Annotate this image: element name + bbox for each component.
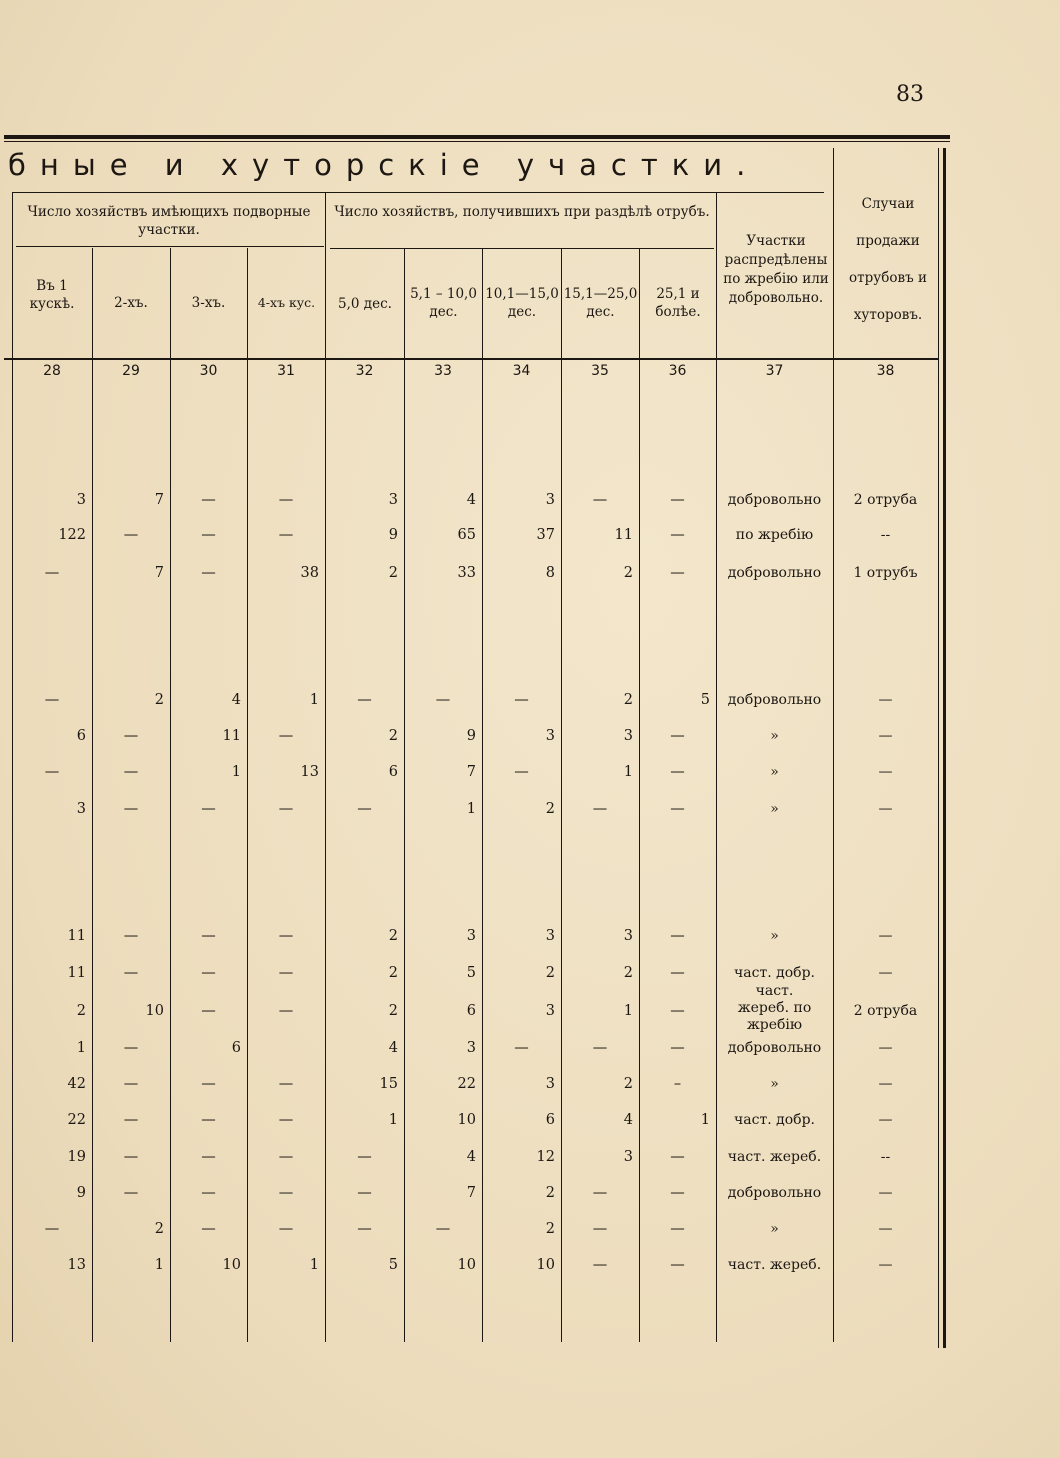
table-cell: 2 (623, 565, 633, 581)
table-cell: — (201, 565, 216, 581)
table-cell: 65 (457, 527, 476, 543)
table-cell: 4 (466, 492, 476, 508)
table-cell: 42 (67, 1076, 86, 1092)
table-cell: 6 (76, 728, 86, 744)
table-cell: 3 (466, 1040, 476, 1056)
table-cell: 7 (154, 492, 164, 508)
table-cell: 2 отруба (853, 492, 918, 508)
table-cell: 3 (623, 1149, 633, 1165)
table-cell: 1 (623, 764, 633, 780)
table-cell: — (514, 764, 529, 780)
table-cell: 2 (545, 1185, 555, 1201)
header-sub-3: 3-хъ. (191, 295, 226, 311)
table-cell: 10 (536, 1257, 555, 1273)
table-cell: 6 (388, 764, 398, 780)
table-cell: — (878, 1112, 893, 1128)
table-cell: — (670, 728, 685, 744)
col-rule-7 (561, 248, 562, 1342)
header-col38: Случаи продажи отрубовъ и хуторовъ. (849, 196, 927, 323)
top-rule-thin (4, 141, 950, 142)
table-cell: добровольно (727, 1040, 822, 1056)
table-cell: 11 (67, 928, 86, 944)
table-cell: 3 (545, 1076, 555, 1092)
table-cell: — (878, 1185, 893, 1201)
top-rule-thick (4, 135, 950, 139)
table-cell: 3 (623, 928, 633, 944)
header-sub-6: 5,1 – 10,0 дес. (410, 286, 477, 320)
table-cell: — (201, 1149, 216, 1165)
table-cell: — (670, 1185, 685, 1201)
table-cell: 2 (545, 965, 555, 981)
table-cell: – (673, 1076, 682, 1092)
table-cell: — (123, 1185, 139, 1201)
table-cell: 6 (545, 1112, 555, 1128)
table-cell: — (278, 1003, 294, 1019)
table-cell: 9 (466, 728, 476, 744)
table-cell: 6 (466, 1003, 476, 1019)
header-sub-7: 10,1—15,0 дес. (485, 286, 559, 320)
table-cell: — (357, 1221, 372, 1237)
table-cell: 13 (300, 764, 319, 780)
table-cell: 13 (67, 1257, 86, 1273)
table-cell: 1 (154, 1257, 164, 1273)
table-cell: 10 (222, 1257, 241, 1273)
table-cell: 2 (388, 1003, 398, 1019)
table-cell: — (201, 801, 216, 817)
table-cell: — (278, 801, 294, 817)
table-cell: — (878, 728, 893, 744)
table-cell: 3 (545, 728, 555, 744)
table-cell: — (670, 764, 685, 780)
table-cell: — (278, 928, 294, 944)
col-rule-8 (639, 248, 640, 1342)
table-cell: — (592, 1185, 608, 1201)
table-cell: — (878, 692, 893, 708)
table-cell: 9 (76, 1185, 86, 1201)
table-cell: -- (880, 1149, 891, 1165)
table-cell: 33 (457, 565, 476, 581)
table-cell: 37 (536, 527, 555, 543)
right-border-rule (943, 148, 946, 1348)
table-cell: — (201, 1076, 216, 1092)
table-cell: 11 (222, 728, 241, 744)
table-cell: 2 (388, 928, 398, 944)
table-cell: 22 (67, 1112, 86, 1128)
table-cell: 3 (76, 801, 86, 817)
table-cell: -- (880, 527, 891, 543)
table-cell: » (770, 801, 779, 817)
table-cell: — (123, 1040, 139, 1056)
table-cell: — (670, 801, 685, 817)
column-number-32: 32 (355, 363, 374, 379)
table-cell: — (123, 764, 139, 780)
table-cell: — (670, 1257, 685, 1273)
table-cell: — (670, 1003, 685, 1019)
table-cell: 3 (76, 492, 86, 508)
table-cell: 2 отруба (853, 1003, 918, 1019)
table-cell: — (592, 1040, 608, 1056)
table-cell: 4 (388, 1040, 398, 1056)
table-cell: » (770, 1076, 779, 1092)
table-cell: » (770, 928, 779, 944)
table-cell: — (201, 1185, 216, 1201)
table-cell: 3 (545, 928, 555, 944)
table-cell: 4 (231, 692, 241, 708)
column-number-34: 34 (512, 363, 531, 379)
table-cell: — (670, 1149, 685, 1165)
header-bottom-rule (4, 358, 938, 360)
table-cell: — (357, 801, 372, 817)
table-cell: — (44, 565, 60, 581)
table-cell: — (278, 965, 294, 981)
table-cell: — (123, 1149, 139, 1165)
col-rule-2 (170, 248, 171, 1342)
table-cell: 2 (154, 1221, 164, 1237)
table-cell: 10 (457, 1112, 476, 1128)
table-cell: 122 (58, 527, 86, 543)
table-cell: — (878, 1076, 893, 1092)
table-cell: 22 (457, 1076, 476, 1092)
table-cell: — (278, 527, 294, 543)
table-cell: — (123, 1076, 139, 1092)
table-cell: — (201, 1112, 216, 1128)
table-cell: — (878, 928, 893, 944)
table-cell: 15 (379, 1076, 398, 1092)
table-cell: — (435, 1221, 451, 1237)
table-cell: — (44, 692, 60, 708)
column-number-28: 28 (43, 363, 61, 379)
table-cell: — (670, 492, 685, 508)
table-cell: — (201, 527, 216, 543)
table-cell: 3 (466, 928, 476, 944)
table-cell: 5 (466, 965, 476, 981)
table-cell: — (201, 965, 216, 981)
col-rule-6 (482, 248, 483, 1342)
col-rule-5 (404, 248, 405, 1342)
table-cell: част. жереб. (727, 1257, 822, 1273)
header-sub-9: 25,1 и болѣе. (655, 286, 701, 320)
column-number-37: 37 (765, 363, 784, 379)
table-cell: — (592, 1221, 608, 1237)
column-number-29: 29 (122, 363, 140, 379)
table-cell: — (201, 492, 216, 508)
table-cell: 2 (76, 1003, 86, 1019)
table-cell: — (670, 1221, 685, 1237)
table-cell: 11 (67, 965, 86, 981)
header-sub-5: 5,0 дес. (338, 296, 392, 312)
table-cell: — (357, 1149, 372, 1165)
col-rule-3 (247, 248, 248, 1342)
table-cell: — (878, 801, 893, 817)
table-cell: 2 (545, 801, 555, 817)
column-number-30: 30 (199, 363, 218, 379)
table-cell: 3 (388, 492, 398, 508)
table-cell: — (670, 965, 685, 981)
table-cell: — (278, 1112, 294, 1128)
table-cell: — (670, 928, 685, 944)
table-cell: — (514, 692, 529, 708)
table-cell: 2 (623, 965, 633, 981)
table-cell: 2 (388, 965, 398, 981)
table-cell: — (670, 1040, 685, 1056)
table-cell: — (201, 928, 216, 944)
table-cell: 11 (614, 527, 633, 543)
table-cell: — (123, 728, 139, 744)
header-sub-2: 2-хъ. (114, 295, 148, 311)
table-cell: 9 (388, 527, 398, 543)
table-cell: — (123, 965, 139, 981)
table-cell: 1 (466, 801, 476, 817)
table-cell: 2 (545, 1221, 555, 1237)
table-cell: част. жереб. (727, 1149, 822, 1165)
table-cell: част. добр. (734, 965, 815, 981)
table-cell: — (123, 527, 139, 543)
title-underline (12, 192, 824, 193)
column-number-33: 33 (434, 363, 452, 379)
col-rule-1 (92, 248, 93, 1342)
header-col37: Участки распредѣлены по жребію или добровольно. (723, 233, 829, 306)
table-cell: 12 (536, 1149, 555, 1165)
table-cell: 1 (231, 764, 241, 780)
table-cell: 10 (145, 1003, 164, 1019)
column-number-36: 36 (668, 363, 687, 379)
table-cell: добровольно (727, 492, 822, 508)
group-a-underline (16, 246, 324, 247)
table-cell: 1 отрубъ (853, 565, 918, 581)
table-cell: 5 (700, 692, 710, 708)
table-cell: — (670, 565, 685, 581)
column-number-31: 31 (277, 363, 295, 379)
table-cell: — (201, 1221, 216, 1237)
table-cell: — (278, 492, 294, 508)
table-cell: — (123, 928, 139, 944)
page-number: 83 (896, 82, 924, 107)
table-cell: — (44, 764, 60, 780)
table-cell: — (278, 728, 294, 744)
table-cell: — (592, 492, 608, 508)
table-cell: — (878, 1040, 893, 1056)
table-cell: част. жереб. по жребію (737, 983, 812, 1033)
table-cell: 2 (388, 728, 398, 744)
table-title: бные и хуторскіе участки. (8, 148, 760, 182)
table-cell: — (878, 1257, 893, 1273)
table-cell: 1 (388, 1112, 398, 1128)
header-group-b: Число хозяйствъ, получившихъ при раздѣлѣ отрубъ. (334, 204, 710, 220)
table-cell: — (670, 527, 685, 543)
table-cell: 1 (309, 1257, 319, 1273)
table-cell: 7 (466, 1185, 476, 1201)
table-cell: 19 (67, 1149, 86, 1165)
table-cell: — (201, 1003, 216, 1019)
table-cell: — (278, 1076, 294, 1092)
table-cell: 4 (466, 1149, 476, 1165)
table-cell: — (278, 1185, 294, 1201)
table-cell: добровольно (727, 1185, 822, 1201)
table-cell: 3 (545, 492, 555, 508)
column-number-38: 38 (876, 363, 895, 379)
table-cell: 8 (545, 565, 555, 581)
table-cell: — (357, 692, 372, 708)
table-cell: » (770, 728, 779, 744)
table-cell: » (770, 764, 779, 780)
table-cell: — (44, 1221, 60, 1237)
table-cell: — (123, 801, 139, 817)
table-cell: добровольно (727, 692, 822, 708)
table-cell: 1 (76, 1040, 86, 1056)
table-cell: по жребію (735, 527, 814, 543)
table-cell: добровольно (727, 565, 822, 581)
table-cell: — (123, 1112, 139, 1128)
table-cell: 2 (154, 692, 164, 708)
header-sub-8: 15,1—25,0 дес. (563, 286, 638, 320)
table-cell: — (278, 1221, 294, 1237)
right-border-rule-inner (938, 148, 939, 1348)
table-cell: 1 (309, 692, 319, 708)
table-cell: 7 (466, 764, 476, 780)
table-cell: 4 (623, 1112, 633, 1128)
table-cell: 7 (154, 565, 164, 581)
header-group-a: Число хозяйствъ имѣющихъ подворные участки. (27, 204, 311, 238)
table-cell: — (514, 1040, 529, 1056)
table-cell: 5 (388, 1257, 398, 1273)
table-cell: 3 (623, 728, 633, 744)
table-cell: — (357, 1185, 372, 1201)
table-cell: част. добр. (734, 1112, 815, 1128)
table-cell: 1 (700, 1112, 710, 1128)
table-cell: » (770, 1221, 779, 1237)
table-cell: 2 (388, 565, 398, 581)
table-cell: 2 (623, 692, 633, 708)
table-cell: — (592, 1257, 608, 1273)
table-cell: 1 (623, 1003, 633, 1019)
table-cell: — (278, 1149, 294, 1165)
group-b-underline (330, 248, 714, 249)
header-sub-4: 4-хъ кус. (257, 295, 316, 310)
table-cell: — (878, 764, 893, 780)
table-cell: — (878, 965, 893, 981)
table-cell: 38 (300, 565, 319, 581)
table-cell: 3 (545, 1003, 555, 1019)
table-cell: — (878, 1221, 893, 1237)
column-number-35: 35 (591, 363, 609, 379)
header-sub-1: Въ 1 кускѣ. (29, 278, 75, 312)
table-cell: 10 (457, 1257, 476, 1273)
table-cell: 6 (231, 1040, 241, 1056)
table-cell: 2 (623, 1076, 633, 1092)
table-cell: — (435, 692, 451, 708)
table-cell: — (592, 801, 608, 817)
